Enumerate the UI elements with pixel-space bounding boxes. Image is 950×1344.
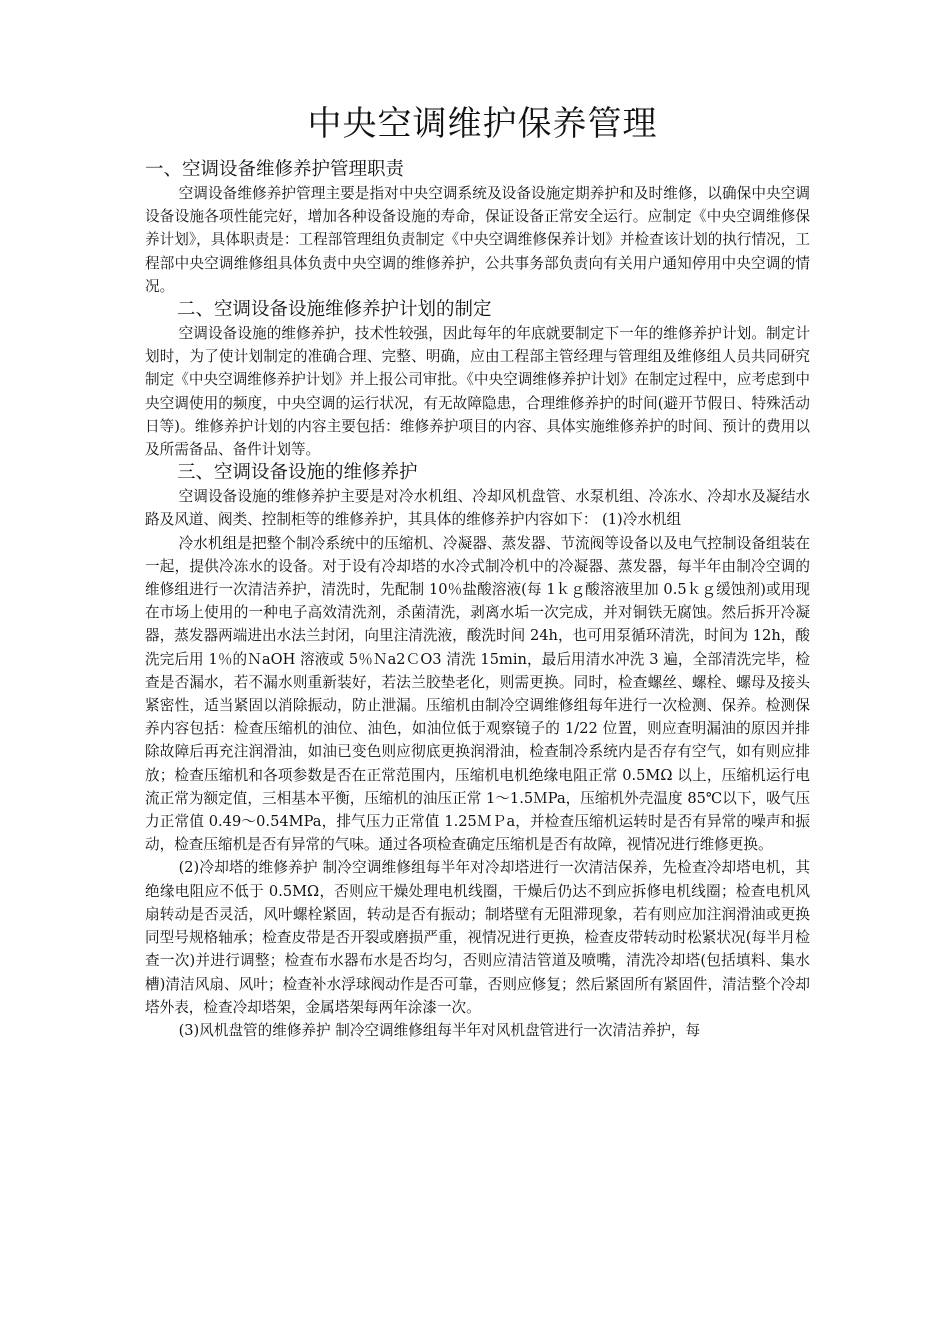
section-heading-1: 一、空调设备维修养护管理职责 [145,159,405,180]
section-heading-2: 二、空调设备设施维修养护计划的制定 [177,299,492,321]
section-1-paragraph: 空调设备维修养护管理主要是指对中央空调系统及设备设施定期养护和及时维修，以确保中央空调设备设施各项性能完好，增加各种设备设施的寿命，保证设备正常安全运行。应制定《中央空调维修保养计划》，具体职责是：工程部管理组负责制定《中央空调维修保养计划》并检查该计划的执行情况，工程部中央空调维修组具体负责中央空调的维修养护，公共事务部负责向有关用户通知停用中央空调的情况。 [145,185,810,295]
fan-coil-paragraph: (3)风机盘管的维修养护 制冷空调维修组每半年对风机盘管进行一次清洁养护，每 [178,1021,701,1039]
section-heading-3: 三、空调设备设施的维修养护 [177,462,418,484]
section-2-paragraph: 空调设备设施的维修养护，技术性较强，因此每年的年底就要制定下一年的维修养护计划。制定计划时，为了使计划制定的准确合理、完整、明确，应由工程部主管经理与管理组及维修组人员共同研究制定《中央空调维修养护计划》并上报公司审批。《中央空调维修养护计划》在制定过程中，应考虑到中央空调使用的频度，中央空调的运行状况，有无故障隐患，合理维修养护的时间(避开节假日、特殊活动日等)。维修养护计划的内容主要包括：维修养护项目的内容、具体实施维修养护的时间、预计的费用以及所需备品、备件计划等。 [145,325,810,459]
document-page [145,96,810,1042]
section-3-intro-paragraph: 空调设备设施的维修养护主要是对冷水机组、冷却风机盘管、水泵机组、冷冻水、冷却水及凝结水路及风道、阀类、控制柜等的维修养护，其具体的维修养护内容如下： (1)冷水机组 [145,488,810,529]
page-title: 中央空调维护保养管理 [307,104,658,144]
cooling-tower-paragraph: (2)冷却塔的维修养护 制冷空调维修组每半年对冷却塔进行一次清洁保养，先检查冷却塔电机，其绝缘电阻应不低于 0.5MΩ，否则应干燥处理电机线圈，干燥后仍达不到应拆修电机线圈；检查电机风扇转动是否灵活，风叶螺栓紧固，转动是否有振动；制塔壁有无阻滞现象，若有则应加注润滑油或更换同型号规格轴承；检查皮带是否开裂或磨损严重，视情况进行更换，检查皮带转动时松紧状况(每半月检查一次)并进行调整；检查布水器布水是否均匀，否则应清洁管道及喷嘴，清洗冷却塔(包括填料、集水槽)清洁风扇、风叶；检查补水浮球阀动作是否可靠，否则应修复；然后紧固所有紧固件，清洁整个冷却塔外表，检查冷却塔架，金属塔架每两年涂漆一次。 [145,859,810,1016]
chiller-paragraph: 冷水机组是把整个制冷系统中的压缩机、冷凝器、蒸发器、节流阀等设备以及电气控制设备组装在一起，提供冷冻水的设备。对于设有冷却塔的水冷式制冷机中的冷凝器、蒸发器，每半年由制冷空调的维修组进行一次清洁养护，清洗时，先配制 10％盐酸溶液(每 1ｋｇ酸溶液里加 0.5ｋｇ缓蚀剂)或用现在市场上使用的一种电子高效清洗剂，杀菌清洗，剥离水垢一次完成，并对铜铁无腐蚀。然后拆开冷凝器，蒸发器两端进出水法兰封闭，向里注清洗液，酸洗时间 24h，也可用泵循环清洗，时间为 12h，酸洗完后用 1％的ＮaOH 溶液或 5％Ｎa2ＣO3 清洗 15min，最后用清水冲洗 3 遍，全部清洗完毕，检查是否漏水，若不漏水则重新装好，若法兰胶垫老化，则需更换。同时，检查螺丝、螺栓、螺母及接头紧密性，适当紧固以消除振动，防止泄漏。压缩机由制冷空调维修组每年进行一次检测、保养。检测保养内容包括：检查压缩机的油位、油色，如油位低于观察镜子的 1/22 位置，则应查明漏油的原因并排除故障后再充注润滑油，如油已变色则应彻底更换润滑油，检查制冷系统内是否存有空气，如有则应排放；检查压缩机和各项参数是否在正常范围内，压缩机电机绝缘电阻正常 0.5MΩ 以上，压缩机运行电流正常为额定值，三相基本平衡，压缩机的油压正常 1～1.5ＭPa，压缩机外壳温度 85℃以下，吸气压力正常值 0.49～0.54MPa，排气压力正常值 1.25ＭＰa，并检查压缩机运转时是否有异常的噪声和振动，检查压缩机是否有异常的气味。通过各项检查确定压缩机是否有故障，视情况进行维修更换。 [145,534,810,854]
